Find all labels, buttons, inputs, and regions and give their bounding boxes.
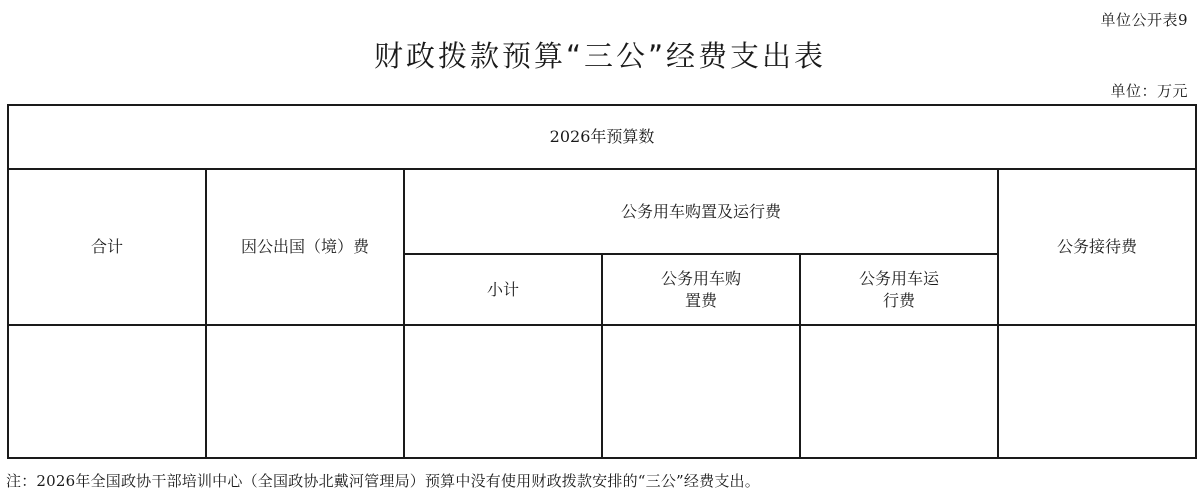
header-vehicle-purchase: 公务用车购置费 <box>661 268 742 310</box>
header-vehicle-operation: 公务用车运行费 <box>859 268 940 310</box>
year-header-row <box>8 105 1196 169</box>
cell-reception <box>998 325 1196 458</box>
table-number: 单位公开表9 <box>1100 11 1188 29</box>
year-header-cell: 2026年预算数 <box>8 105 1196 169</box>
page-title: 财政拨款预算“三公”经费支出表 <box>373 39 827 73</box>
column-header-row <box>8 169 1196 254</box>
header-vehicle-purchase-cell <box>602 254 800 325</box>
header-subtotal: 小计 <box>404 254 602 325</box>
header-total: 合计 <box>8 169 206 325</box>
unit-label: 单位：万元 <box>1110 82 1188 100</box>
cell-total <box>8 325 206 458</box>
budget-table <box>7 104 1197 459</box>
footnote: 注：2026年全国政协干部培训中心（全国政协北戴河管理局）预算中没有使用财政拨款安排的“三公”经费支出。 <box>6 472 760 490</box>
header-vehicle-group: 公务用车购置及运行费 <box>404 169 998 254</box>
table-row <box>8 325 1196 458</box>
cell-vehicle-purchase <box>602 325 800 458</box>
cell-subtotal <box>404 325 602 458</box>
header-vehicle-operation-cell <box>800 254 998 325</box>
cell-abroad <box>206 325 404 458</box>
header-reception: 公务接待费 <box>998 169 1196 325</box>
header-abroad: 因公出国（境）费 <box>206 169 404 325</box>
cell-vehicle-operation <box>800 325 998 458</box>
